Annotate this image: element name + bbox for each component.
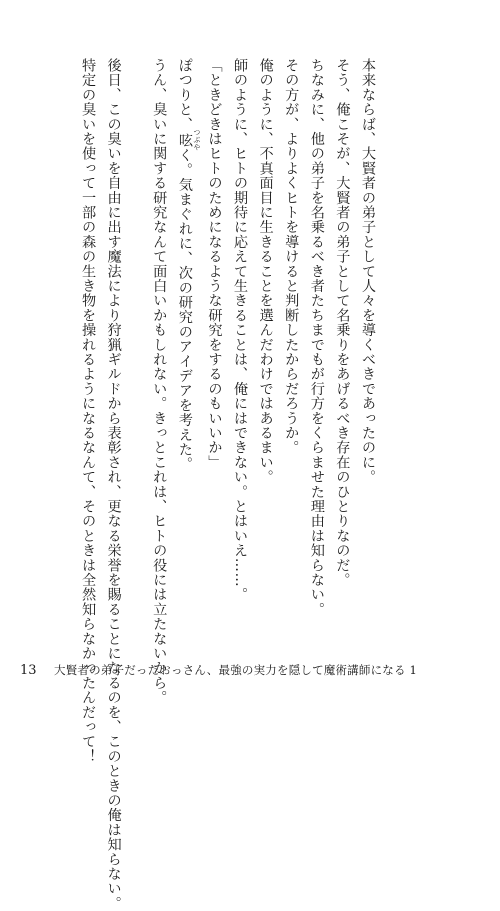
text-line: 師のように、ヒトの期待に応えて生きることは、俺にはできない。とはいえ……。 [232, 58, 249, 602]
page-footer [20, 660, 480, 680]
text-line: 特定の臭いを使って一部の森の生き物を操れるようになるなんて、そのときは全然知らなかったんだって！ [80, 58, 97, 764]
text-line: そう、俺こそが、大賢者の弟子として名乗りをあげるべき存在のひとりなのだ。 [334, 58, 351, 588]
text-line: 俺のように、不真面目に生きることを選んだわけではあるまい。 [257, 58, 274, 485]
text-line: 本来ならば、大賢者の弟子として人々を導くべきであったのに。 [360, 58, 376, 485]
text-line [171, 58, 201, 618]
page-number: 13 [20, 662, 37, 678]
text-line: うん、臭いに関する研究なんて面白いかもしれない。きっとこれは、ヒトの役には立たないから。 [151, 58, 168, 705]
text-line: その方が、よりよくヒトを導けると判断したからだろうか。 [283, 58, 300, 455]
furigana: つぶや [192, 128, 201, 151]
running-title: 大賢者の弟子だったおっさん、最強の実力を隠して魔術講師になる 1 [54, 663, 418, 677]
ruby-word [176, 128, 201, 151]
text-line: 後日、この臭いを自由に出す魔法により狩猟ギルドから表彰され、更なる栄誉を賜ることになるのを、このときの俺は知らない。 [105, 58, 122, 911]
text-line: 「ときどきはヒトのためになるような研究をするのもいいか」 [206, 58, 223, 470]
text-fragment: ぽつりと、 [176, 58, 193, 132]
section-gap [126, 58, 146, 618]
text-line: ちなみに、他の弟子を名乗るべき者たちまでもが行方をくらませた理由は知らない。 [308, 58, 325, 617]
text-fragment: く。気まぐれに、次の研究のアイデアを考えた。 [176, 147, 193, 472]
ruby-base: 呟 [176, 128, 193, 151]
